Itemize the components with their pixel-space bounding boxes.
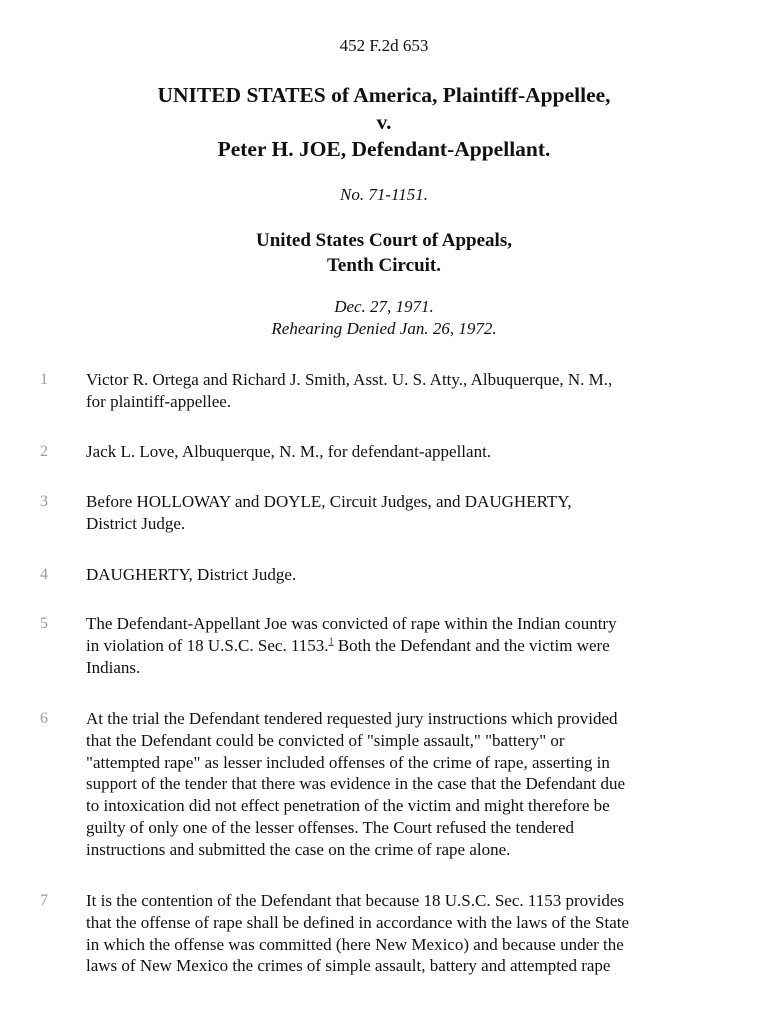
docket-number: No. 71-1151. — [340, 185, 428, 204]
reporter-citation: 452 F.2d 653 — [339, 36, 429, 55]
paragraph-number: 2 — [40, 443, 48, 460]
paragraph-number: 4 — [40, 566, 48, 583]
court-name-line-2: Tenth Circuit. — [326, 255, 442, 276]
paragraph-number: 3 — [40, 493, 48, 510]
text-line: It is the contention of the Defendant that because 18 U.S.C. Sec. 1153 provides — [86, 891, 625, 910]
text-line: that the Defendant could be convicted of "simple assault," "battery" or — [86, 730, 565, 750]
text-line: in which the offense was committed (here New Mexico) and because under the — [86, 934, 624, 954]
text-line: District Judge. — [86, 513, 186, 533]
text-line: Before HOLLOWAY and DOYLE, Circuit Judges, and DAUGHERTY, — [86, 492, 572, 511]
paragraph-text — [86, 564, 736, 586]
footnote-link[interactable]: 1 — [328, 636, 334, 648]
paragraph-text — [86, 369, 736, 413]
text-line: DAUGHERTY, District Judge. — [86, 565, 297, 584]
text-segment: Both the Defendant and the victim were — [333, 635, 610, 655]
rehearing-date: Rehearing Denied Jan. 26, 1972. — [271, 319, 497, 338]
court-name-line-1: United States Court of Appeals, — [256, 230, 512, 251]
paragraph-number: 5 — [40, 615, 48, 632]
court-name — [0, 228, 768, 278]
text-line: Indians. — [86, 657, 141, 677]
text-line — [86, 635, 736, 657]
text-line: The Defendant-Appellant Joe was convicted of rape within the Indian country — [86, 614, 617, 633]
paragraph-text — [86, 890, 736, 977]
text-line: Jack L. Love, Albuquerque, N. M., for defendant-appellant. — [86, 442, 492, 461]
caption-versus: v. — [376, 110, 392, 134]
paragraph-text — [86, 441, 736, 463]
paragraph-number: 7 — [40, 892, 48, 909]
decision-dates — [0, 296, 768, 340]
decision-date: Dec. 27, 1971. — [334, 297, 434, 316]
paragraph-text — [86, 708, 736, 861]
text-line: "attempted rape" as lesser included offenses of the crime of rape, asserting in — [86, 752, 610, 772]
caption-defendant: Peter H. JOE, Defendant-Appellant. — [217, 137, 551, 161]
text-segment: in violation of 18 U.S.C. Sec. 1153. — [86, 635, 329, 655]
paragraph-number: 1 — [40, 371, 48, 388]
caption-plaintiff: UNITED STATES of America, Plaintiff-Appellee, — [157, 83, 611, 107]
text-line: to intoxication did not effect penetration of the victim and might therefore be — [86, 796, 610, 816]
text-line: support of the tender that there was evidence in the case that the Defendant due — [86, 774, 626, 794]
text-line: instructions and submitted the case on the crime of rape alone. — [86, 839, 511, 859]
text-line: guilty of only one of the lesser offenses. The Court refused the tendered — [86, 817, 574, 837]
text-line: that the offense of rape shall be defined in accordance with the laws of the State — [86, 912, 630, 932]
text-line: Victor R. Ortega and Richard J. Smith, Asst. U. S. Atty., Albuquerque, N. M., — [86, 370, 613, 389]
paragraph-text — [86, 491, 736, 535]
text-line: laws of New Mexico the crimes of simple assault, battery and attempted rape — [86, 956, 611, 976]
text-line: for plaintiff-appellee. — [86, 391, 232, 411]
paragraph-number: 6 — [40, 710, 48, 727]
text-line: At the trial the Defendant tendered requested jury instructions which provided — [86, 709, 618, 728]
paragraph-text — [86, 613, 736, 678]
case-caption — [0, 82, 768, 163]
